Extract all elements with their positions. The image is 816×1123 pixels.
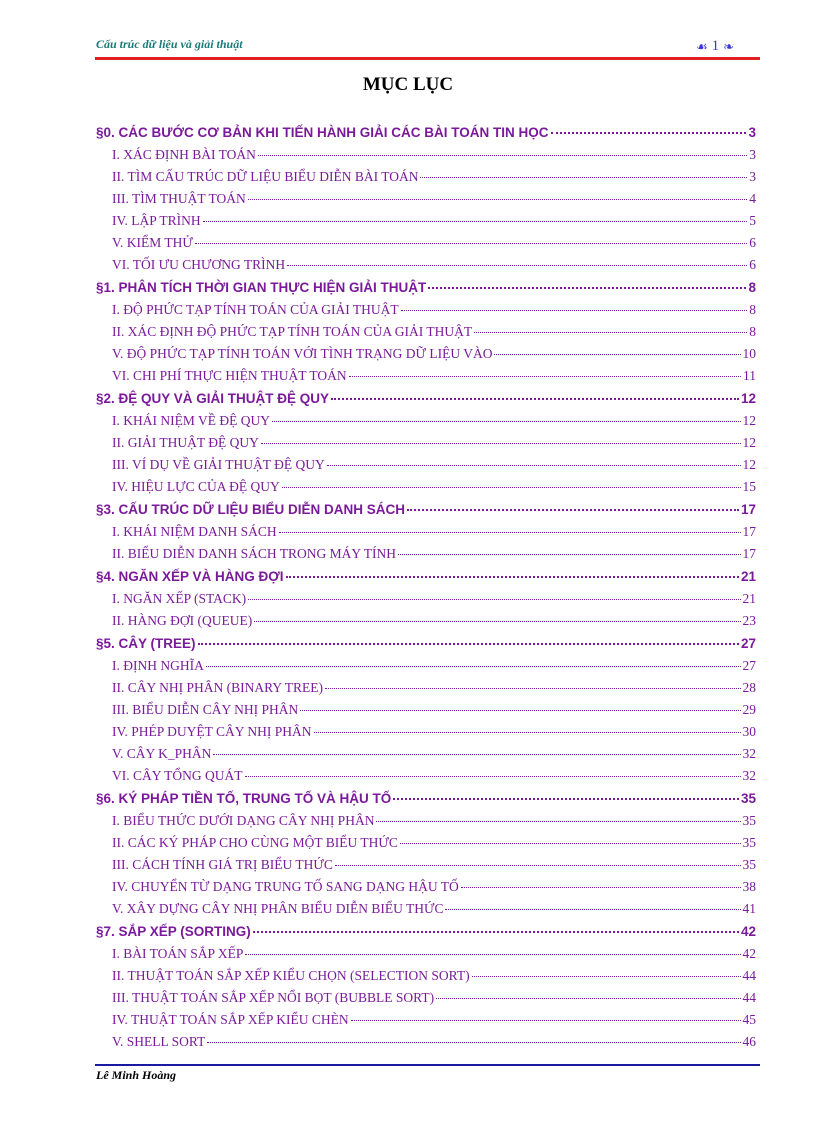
ornament-right-icon: ❧ [723, 39, 734, 54]
toc-entry-page: 21 [742, 591, 756, 606]
toc-entry-title: I. BIỂU THỨC DƯỚI DẠNG CÂY NHỊ PHÂN [112, 813, 375, 828]
toc-dot-leader [349, 376, 741, 377]
toc-entry-title: III. VÍ DỤ VỀ GIẢI THUẬT ĐỆ QUY [112, 457, 325, 472]
toc-dot-leader [445, 909, 740, 910]
toc-entry-title: IV. THUẬT TOÁN SẮP XẾP KIỂU CHÈN [112, 1012, 349, 1027]
toc-section-entry[interactable] [96, 1009, 756, 1031]
toc-section-entry[interactable] [96, 743, 756, 765]
toc-dot-leader [245, 776, 741, 777]
toc-section-entry[interactable] [96, 721, 756, 743]
toc-entry-page: 35 [742, 857, 756, 872]
toc-entry-title: I. ĐỘ PHỨC TẠP TÍNH TOÁN CỦA GIẢI THUẬT [112, 302, 399, 317]
toc-section-entry[interactable] [96, 365, 756, 387]
toc-entry-title: IV. CHUYỂN TỪ DẠNG TRUNG TỐ SANG DẠNG HẬU TỐ [112, 879, 459, 894]
toc-dot-leader [248, 599, 740, 600]
toc-entry-title: §3. CẤU TRÚC DỮ LIỆU BIỂU DIỄN DANH SÁCH [96, 502, 405, 517]
toc-dot-leader [407, 509, 739, 511]
toc-entry-title: VI. TỐI ƯU CHƯƠNG TRÌNH [112, 257, 286, 272]
toc-section-entry[interactable] [96, 610, 756, 632]
toc-section-entry[interactable] [96, 898, 756, 920]
toc-section-entry[interactable] [96, 188, 756, 210]
toc-section-entry[interactable] [96, 454, 756, 476]
toc-entry-page: 11 [743, 368, 756, 383]
toc-dot-leader [376, 821, 740, 822]
ornament-left-icon: ☙ [695, 39, 708, 54]
toc-section-entry[interactable] [96, 1031, 756, 1053]
toc-entry-page: 12 [742, 457, 756, 472]
toc-entry-title: I. NGĂN XẾP (STACK) [112, 591, 247, 606]
toc-entry-page: 10 [742, 346, 756, 361]
toc-entry-page: 32 [742, 768, 756, 783]
toc-dot-leader [393, 798, 739, 800]
toc-entry-page: 27 [740, 636, 756, 651]
toc-entry-title: I. BÀI TOÁN SẮP XẾP [112, 946, 244, 961]
toc-dot-leader [254, 621, 740, 622]
toc-entry-page: 5 [749, 213, 756, 228]
toc-entry-page: 29 [742, 702, 756, 717]
toc-section-entry[interactable] [96, 144, 756, 166]
toc-entry-title: §0. CÁC BƯỚC CƠ BẢN KHI TIẾN HÀNH GIẢI CÁC BÀI TOÁN TIN HỌC [96, 125, 549, 140]
toc-entry-page: 17 [742, 524, 756, 539]
page-number-value: 1 [711, 38, 720, 54]
toc-entry-title: §2. ĐỆ QUY VÀ GIẢI THUẬT ĐỆ QUY [96, 391, 330, 406]
toc-dot-leader [253, 931, 739, 933]
toc-entry-title: §1. PHÂN TÍCH THỜI GIAN THỰC HIỆN GIẢI THUẬT [96, 280, 427, 295]
toc-entry-page: 23 [742, 613, 756, 628]
toc-section-entry[interactable] [96, 166, 756, 188]
toc-entry-page: 35 [742, 835, 756, 850]
toc-section-entry[interactable] [96, 254, 756, 276]
toc-entry-title: §5. CÂY (TREE) [96, 636, 196, 651]
toc-chapter-entry[interactable] [96, 498, 756, 521]
toc-entry-title: VI. CHI PHÍ THỰC HIỆN THUẬT TOÁN [112, 368, 347, 383]
toc-entry-page: 27 [742, 658, 756, 673]
page-number [696, 38, 734, 55]
toc-section-entry[interactable] [96, 232, 756, 254]
footer-rule [95, 1064, 760, 1066]
toc-entry-title: I. ĐỊNH NGHĨA [112, 658, 204, 673]
toc-chapter-entry[interactable] [96, 920, 756, 943]
toc-entry-page: 3 [749, 147, 756, 162]
toc-section-entry[interactable] [96, 854, 756, 876]
toc-entry-title: I. KHÁI NIỆM DANH SÁCH [112, 524, 277, 539]
toc-entry-title: IV. LẬP TRÌNH [112, 213, 201, 228]
toc-section-entry[interactable] [96, 655, 756, 677]
header-rule [95, 57, 760, 60]
toc-dot-leader [258, 155, 747, 156]
table-of-contents [96, 121, 756, 1053]
toc-entry-title: II. THUẬT TOÁN SẮP XẾP KIỂU CHỌN (SELECTION SORT) [112, 968, 470, 983]
toc-entry-page: 3 [749, 169, 756, 184]
toc-entry-title: VI. CÂY TỔNG QUÁT [112, 768, 243, 783]
toc-dot-leader [195, 243, 747, 244]
toc-dot-leader [461, 887, 741, 888]
toc-section-entry[interactable] [96, 321, 756, 343]
toc-dot-leader [287, 265, 747, 266]
toc-entry-page: 42 [740, 924, 756, 939]
toc-entry-title: II. CÂY NHỊ PHÂN (BINARY TREE) [112, 680, 323, 695]
toc-dot-leader [474, 332, 747, 333]
toc-dot-leader [198, 643, 739, 645]
toc-entry-page: 38 [742, 879, 756, 894]
toc-dot-leader [245, 954, 740, 955]
toc-entry-page: 45 [742, 1012, 756, 1027]
toc-dot-leader [203, 221, 748, 222]
toc-entry-page: 17 [740, 502, 756, 517]
toc-section-entry[interactable] [96, 699, 756, 721]
toc-chapter-entry[interactable] [96, 276, 756, 299]
toc-chapter-entry[interactable] [96, 787, 756, 810]
toc-dot-leader [331, 398, 739, 400]
header-title: Cấu trúc dữ liệu và giải thuật [96, 37, 243, 51]
toc-chapter-entry[interactable] [96, 565, 756, 588]
toc-dot-leader [400, 843, 741, 844]
toc-entry-title: III. BIỂU DIỄN CÂY NHỊ PHÂN [112, 702, 299, 717]
toc-chapter-entry[interactable] [96, 121, 756, 144]
toc-entry-page: 8 [749, 302, 756, 317]
toc-dot-leader [420, 177, 747, 178]
toc-section-entry[interactable] [96, 410, 756, 432]
toc-section-entry[interactable] [96, 965, 756, 987]
toc-entry-page: 8 [749, 324, 756, 339]
toc-dot-leader [327, 465, 741, 466]
toc-entry-title: II. GIẢI THUẬT ĐỆ QUY [112, 435, 259, 450]
toc-dot-leader [472, 976, 741, 977]
toc-section-entry[interactable] [96, 987, 756, 1009]
toc-chapter-entry[interactable] [96, 632, 756, 655]
toc-dot-leader [261, 443, 741, 444]
toc-entry-page: 12 [742, 413, 756, 428]
toc-dot-leader [428, 287, 746, 289]
toc-dot-leader [206, 666, 741, 667]
toc-entry-title: §7. SẮP XẾP (SORTING) [96, 924, 251, 939]
toc-dot-leader [494, 354, 740, 355]
toc-dot-leader [325, 688, 741, 689]
toc-entry-page: 17 [742, 546, 756, 561]
toc-dot-leader [282, 487, 741, 488]
toc-entry-title: III. THUẬT TOÁN SẮP XẾP NỔI BỌT (BUBBLE SORT) [112, 990, 435, 1005]
toc-dot-leader [551, 132, 747, 134]
toc-entry-title: II. CÁC KÝ PHÁP CHO CÙNG MỘT BIỂU THỨC [112, 835, 398, 850]
toc-dot-leader [401, 310, 748, 311]
toc-entry-title: III. TÌM THUẬT TOÁN [112, 191, 246, 206]
toc-entry-title: V. CÂY K_PHÂN [112, 746, 212, 761]
toc-entry-page: 15 [742, 479, 756, 494]
toc-chapter-entry[interactable] [96, 387, 756, 410]
toc-section-entry[interactable] [96, 810, 756, 832]
toc-section-entry[interactable] [96, 765, 756, 787]
toc-entry-title: V. KIỂM THỬ [112, 235, 193, 250]
toc-dot-leader [398, 554, 741, 555]
toc-entry-title: III. CÁCH TÍNH GIÁ TRỊ BIỂU THỨC [112, 857, 333, 872]
toc-entry-page: 12 [742, 435, 756, 450]
toc-entry-title: IV. HIỆU LỰC CỦA ĐỆ QUY [112, 479, 280, 494]
toc-section-entry[interactable] [96, 432, 756, 454]
toc-entry-page: 30 [742, 724, 756, 739]
toc-entry-title: II. HÀNG ĐỢI (QUEUE) [112, 613, 253, 628]
toc-section-entry[interactable] [96, 588, 756, 610]
toc-entry-page: 46 [742, 1034, 756, 1049]
toc-entry-page: 41 [742, 901, 756, 916]
toc-dot-leader [286, 576, 739, 578]
toc-section-entry[interactable] [96, 210, 756, 232]
toc-entry-page: 6 [749, 257, 756, 272]
toc-dot-leader [300, 710, 740, 711]
toc-section-entry[interactable] [96, 677, 756, 699]
toc-section-entry[interactable] [96, 299, 756, 321]
toc-entry-page: 35 [742, 813, 756, 828]
toc-entry-title: II. XÁC ĐỊNH ĐỘ PHỨC TẠP TÍNH TOÁN CỦA GIẢI THUẬT [112, 324, 473, 339]
toc-entry-title: §4. NGĂN XẾP VÀ HÀNG ĐỢI [96, 569, 284, 584]
toc-section-entry[interactable] [96, 476, 756, 498]
toc-entry-title: V. XÂY DỰNG CÂY NHỊ PHÂN BIỂU DIỄN BIỂU THỨC [112, 901, 444, 916]
toc-entry-page: 12 [740, 391, 756, 406]
toc-entry-page: 44 [742, 990, 756, 1005]
toc-dot-leader [436, 998, 740, 999]
toc-entry-title: V. ĐỘ PHỨC TẠP TÍNH TOÁN VỚI TÌNH TRẠNG DỮ LIỆU VÀO [112, 346, 493, 361]
toc-dot-leader [335, 865, 741, 866]
toc-entry-page: 4 [749, 191, 756, 206]
toc-entry-title: V. SHELL SORT [112, 1034, 206, 1049]
toc-section-entry[interactable] [96, 943, 756, 965]
toc-entry-page: 21 [740, 569, 756, 584]
toc-dot-leader [248, 199, 748, 200]
toc-entry-title: II. TÌM CẤU TRÚC DỮ LIỆU BIỂU DIỄN BÀI TOÁN [112, 169, 419, 184]
toc-entry-title: I. KHÁI NIỆM VỀ ĐỆ QUY [112, 413, 270, 428]
toc-entry-page: 44 [742, 968, 756, 983]
toc-entry-page: 35 [740, 791, 756, 806]
toc-dot-leader [272, 421, 741, 422]
toc-entry-page: 3 [748, 125, 756, 140]
footer-author: Lê Minh Hoàng [96, 1068, 177, 1082]
toc-section-entry[interactable] [96, 876, 756, 898]
toc-dot-leader [314, 732, 741, 733]
toc-section-entry[interactable] [96, 521, 756, 543]
toc-entry-page: 28 [742, 680, 756, 695]
toc-dot-leader [213, 754, 740, 755]
toc-entry-title: §6. KÝ PHÁP TIỀN TỐ, TRUNG TỐ VÀ HẬU TỐ [96, 791, 392, 806]
toc-title: MỤC LỤC [362, 74, 454, 95]
toc-section-entry[interactable] [96, 543, 756, 565]
toc-entry-title: II. BIỂU DIỄN DANH SÁCH TRONG MÁY TÍNH [112, 546, 396, 561]
toc-dot-leader [279, 532, 741, 533]
toc-dot-leader [207, 1042, 740, 1043]
toc-entry-page: 6 [749, 235, 756, 250]
toc-entry-page: 32 [742, 746, 756, 761]
toc-entry-page: 8 [748, 280, 756, 295]
toc-dot-leader [351, 1020, 741, 1021]
toc-section-entry[interactable] [96, 832, 756, 854]
toc-section-entry[interactable] [96, 343, 756, 365]
toc-entry-title: I. XÁC ĐỊNH BÀI TOÁN [112, 147, 256, 162]
toc-entry-title: IV. PHÉP DUYỆT CÂY NHỊ PHÂN [112, 724, 312, 739]
toc-entry-page: 42 [742, 946, 756, 961]
